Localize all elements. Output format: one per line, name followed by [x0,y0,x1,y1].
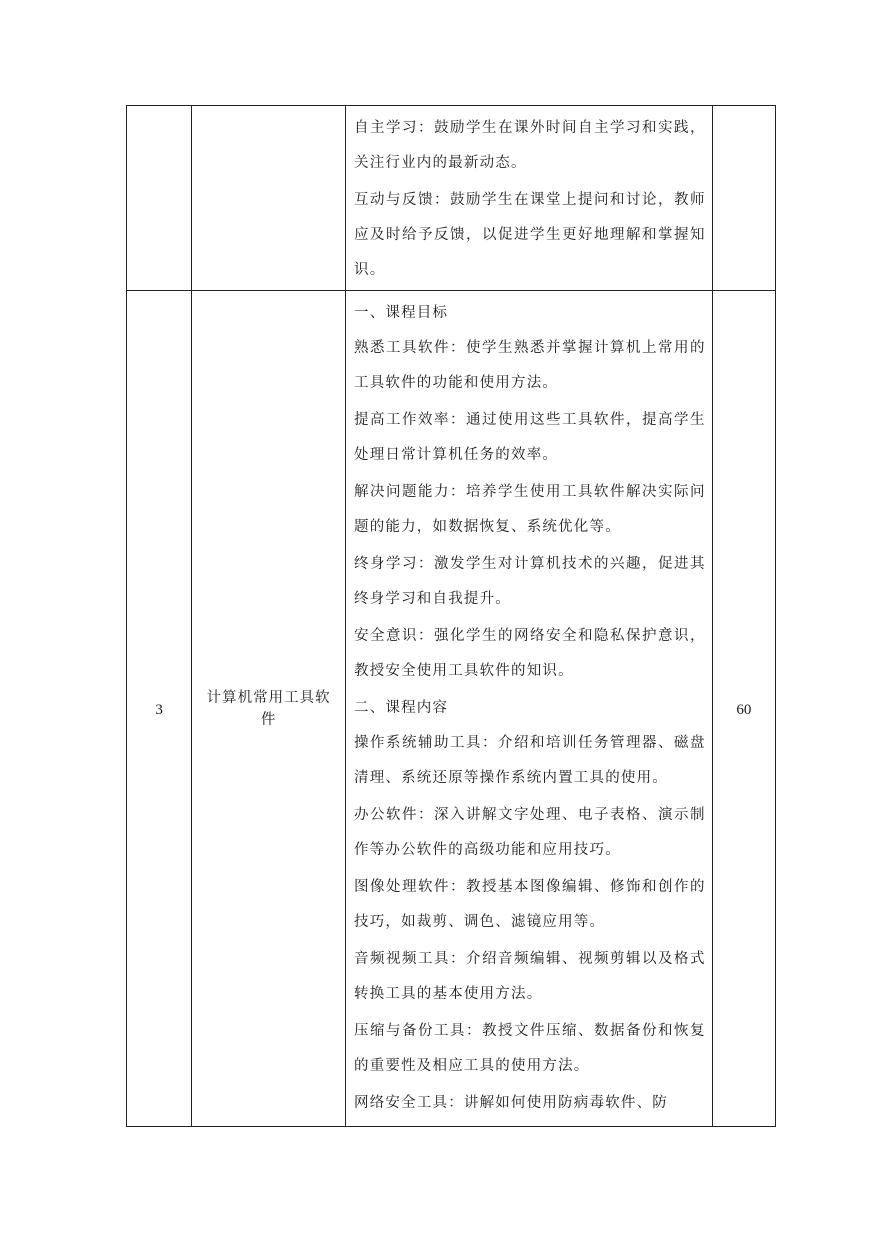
content-paragraph: 自主学习：鼓励学生在课外时间自主学习和实践，关注行业内的最新动态。 [354,120,706,171]
content-paragraph: 互动与反馈：鼓励学生在课堂上提问和讨论，教师应及时给予反馈，以促进学生更好地理解和掌握知识。 [354,192,706,278]
goal-item: 解决问题能力：培养学生使用工具软件解决实际问题的能力，如数据恢复、系统优化等。 [354,484,706,535]
course-content-cell [346,291,713,1127]
course-name: 计算机常用工具软件 [206,689,331,728]
goal-item: 熟悉工具软件：使学生熟悉并掌握计算机上常用的工具软件的功能和使用方法。 [354,340,706,391]
goal-item: 安全意识：强化学生的网络安全和隐私保护意识，教授安全使用工具软件的知识。 [354,628,706,679]
course-hours: 60 [736,701,752,718]
goal-item: 提高工作效率：通过使用这些工具软件，提高学生处理日常计算机任务的效率。 [354,412,706,463]
content-item: 图像处理软件：教授基本图像编辑、修饰和创作的技巧，如裁剪、调色、滤镜应用等。 [354,879,706,930]
row-number-cell [127,291,192,1127]
content-item: 压缩与备份工具：教授文件压缩、数据备份和恢复的重要性及相应工具的使用方法。 [354,1023,706,1074]
section-heading-goals: 一、课程目标 [354,305,449,321]
row-number-cell [127,106,192,291]
table-row [127,106,776,291]
course-name-cell [192,291,346,1127]
content-item: 操作系统辅助工具：介绍和培训任务管理器、磁盘清理、系统还原等操作系统内置工具的使用。 [354,735,706,786]
content-item: 办公软件：深入讲解文字处理、电子表格、演示制作等办公软件的高级功能和应用技巧。 [354,807,706,858]
section-heading-content: 二、课程内容 [354,700,449,716]
table-row [127,291,776,1127]
content-item: 网络安全工具：讲解如何使用防病毒软件、防 [354,1095,668,1111]
course-hours-cell [712,291,775,1127]
course-name-cell [192,106,346,291]
course-table [126,105,776,1127]
content-item: 音频视频工具：介绍音频编辑、视频剪辑以及格式转换工具的基本使用方法。 [354,951,706,1002]
course-hours-cell [712,106,775,291]
course-content-cell [346,106,713,291]
row-number: 3 [155,701,163,718]
goal-item: 终身学习：激发学生对计算机技术的兴趣，促进其终身学习和自我提升。 [354,556,706,607]
